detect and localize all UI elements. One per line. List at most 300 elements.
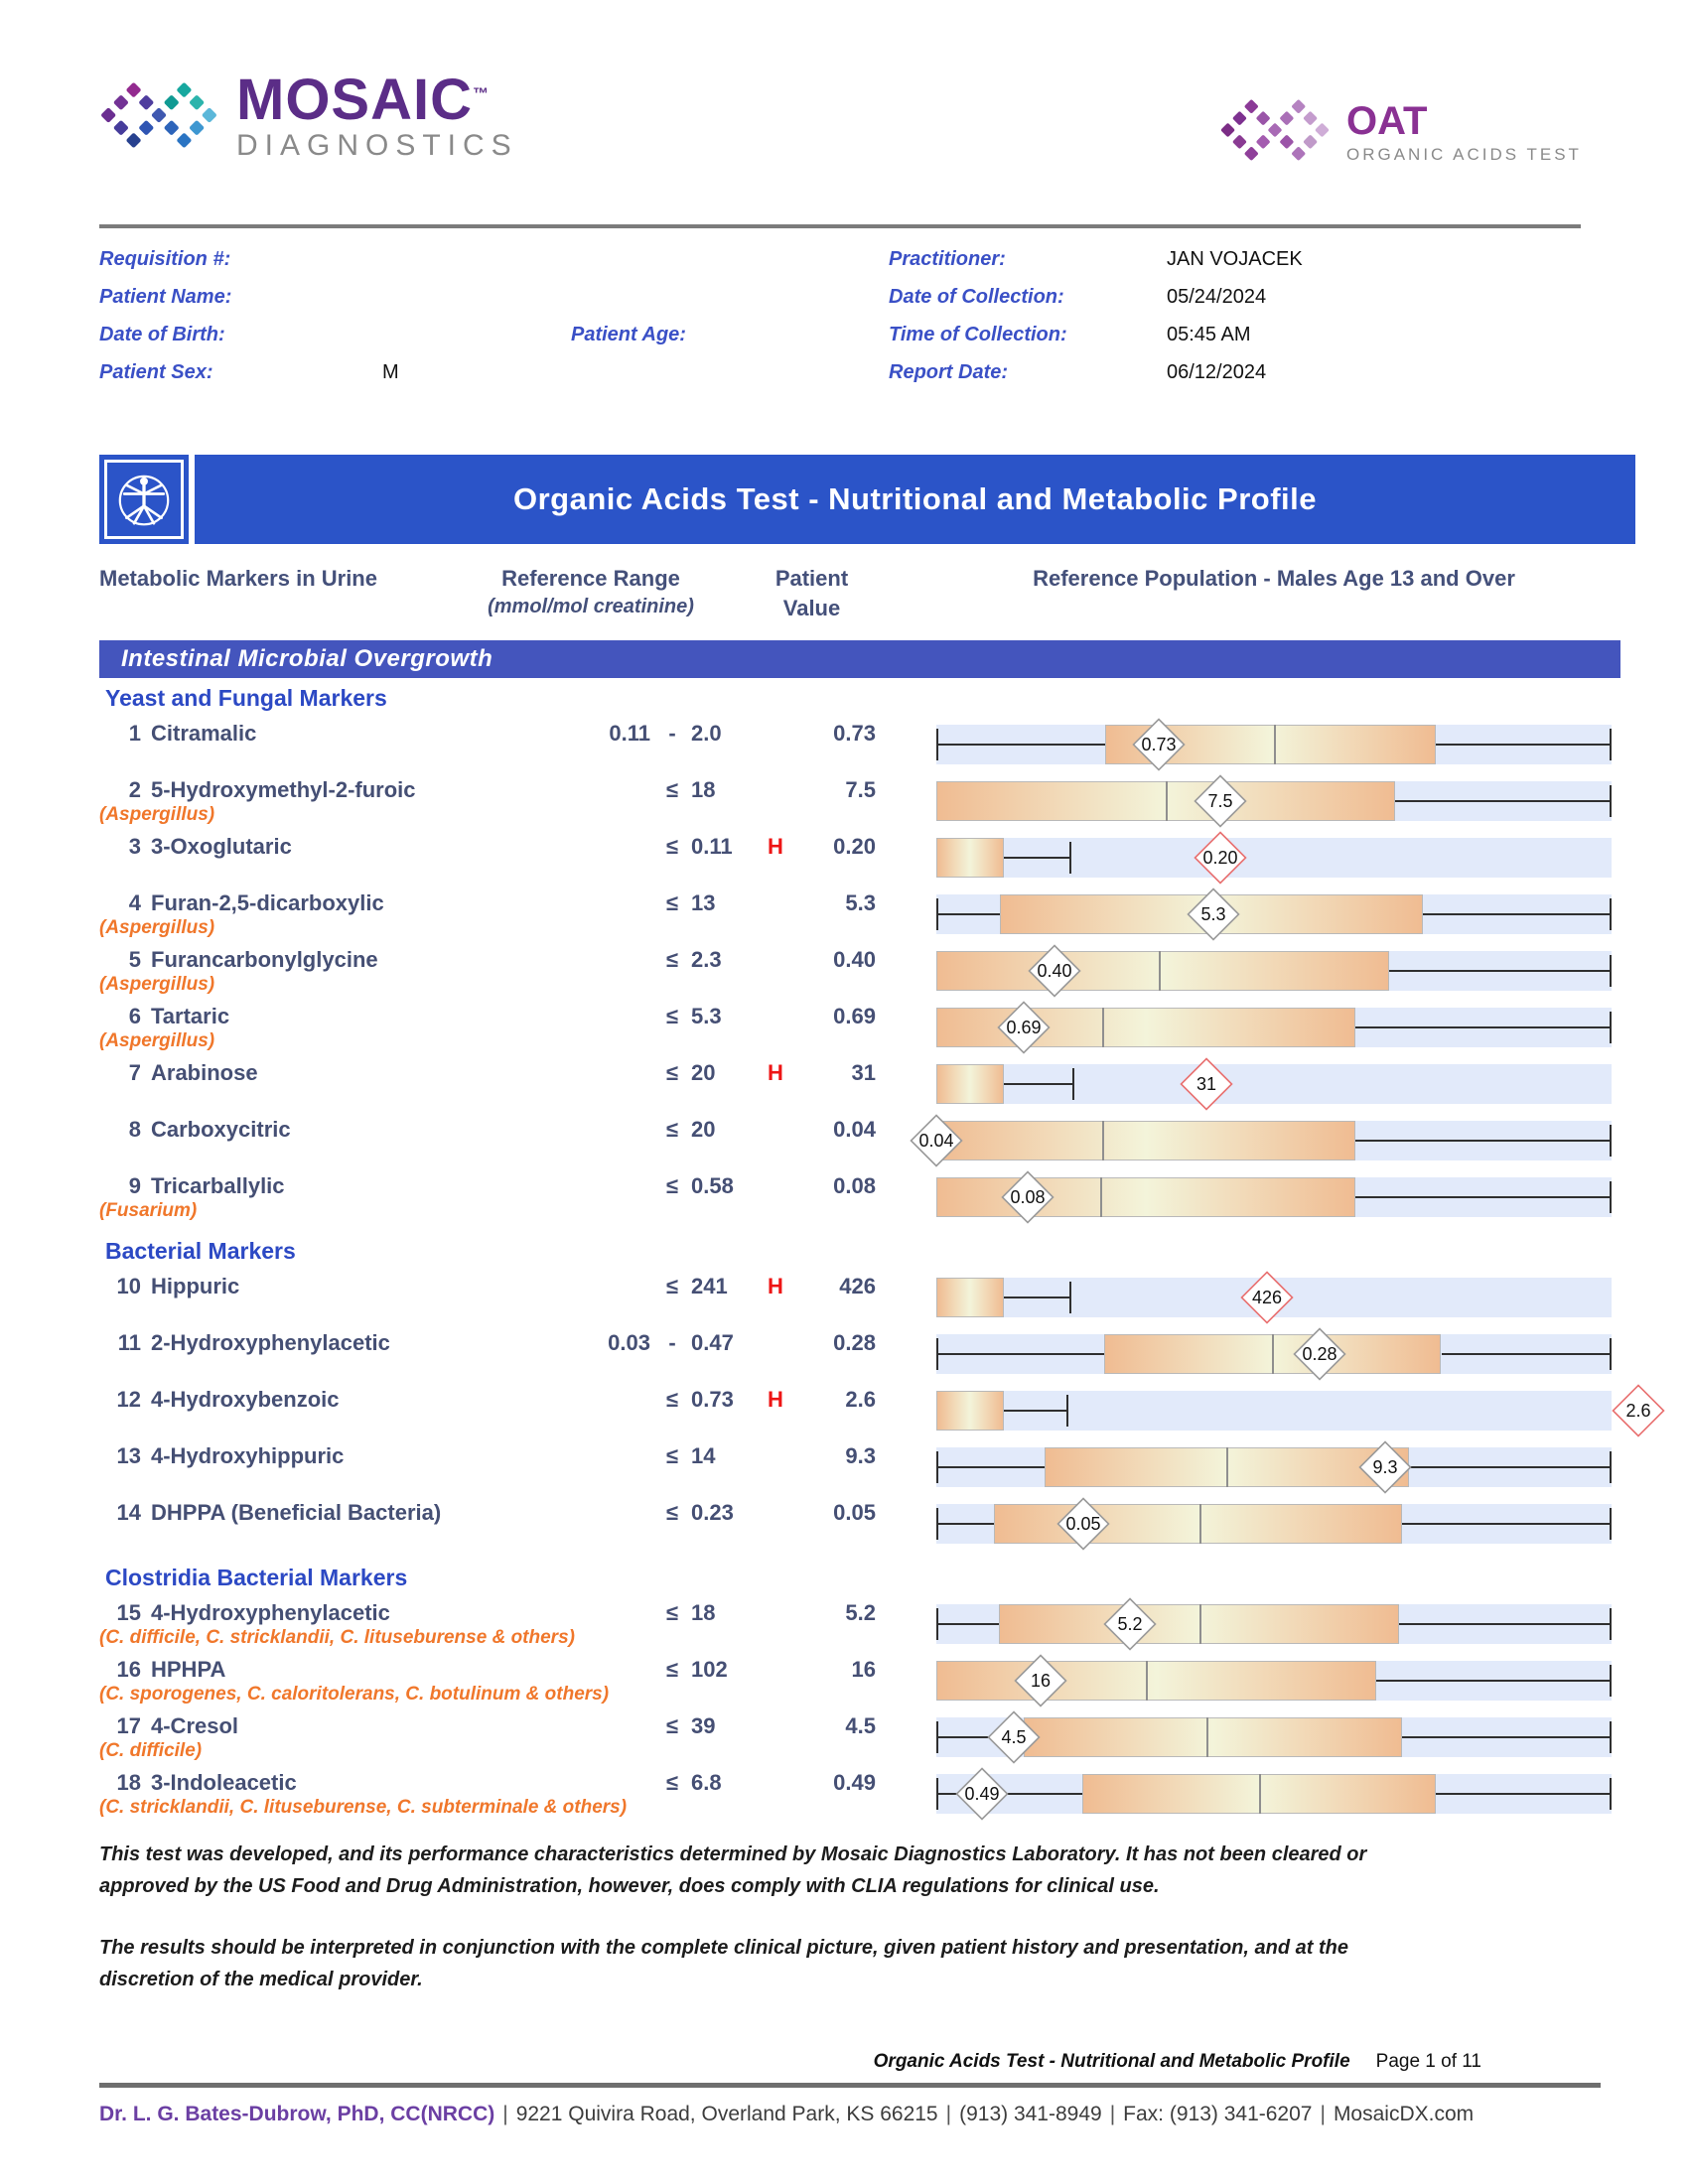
whisker-cap (936, 1608, 938, 1640)
marker-number: 15 (116, 1600, 141, 1625)
marker-group-heading (99, 1238, 1620, 1272)
oat-logo-icon (1219, 97, 1331, 168)
range-operator: ≤ (665, 834, 679, 859)
oat-title: OAT (1346, 98, 1428, 143)
whisker-cap (936, 1338, 938, 1370)
range-high: 6.8 (691, 1770, 722, 1795)
marker-number: 10 (116, 1274, 141, 1298)
patient-value-diamond-label: 0.04 (918, 1130, 954, 1151)
whisker-cap (1610, 1608, 1612, 1640)
marker-number: 7 (128, 1060, 141, 1085)
range-operator: ≤ (665, 1060, 679, 1085)
group-heading-label: Clostridia Bacterial Markers (105, 1565, 408, 1590)
whisker-cap (936, 729, 938, 760)
whisker-cap (1610, 1181, 1612, 1213)
marker-number: 11 (117, 1330, 141, 1355)
oat-subtitle: ORGANIC ACIDS TEST (1346, 144, 1582, 164)
range-high: 13 (691, 890, 716, 915)
dob-label: Date of Birth: (99, 324, 225, 345)
patient-name-label: Patient Name: (99, 286, 232, 308)
marker-row (99, 1711, 1620, 1768)
median-line (1166, 781, 1168, 821)
disclaimer-paragraph-2: The results should be interpreted in conjunction with the complete clinical picture, given patient history and presentation, and at the discretion of the medical provider. (99, 1937, 1348, 1990)
marker-name: Tricarballylic (151, 1173, 285, 1198)
median-line (1159, 951, 1161, 991)
patient-value-diamond (1194, 831, 1247, 885)
patient-value-diamond-label: 426 (1251, 1287, 1283, 1307)
marker-number: 6 (128, 1004, 141, 1028)
marker-name: Citramalic (151, 721, 257, 746)
whisker-line (1409, 1466, 1612, 1468)
whisker-line (1399, 1623, 1612, 1625)
patient-value-diamond (1612, 1384, 1665, 1437)
sex-label: Patient Sex: (99, 361, 213, 383)
whisker-cap (936, 1778, 938, 1810)
patient-value: 16 (851, 1657, 876, 1682)
table-column-headers (0, 562, 1688, 639)
footer-separator: | (502, 2103, 508, 2125)
marker-group-heading (99, 685, 1620, 719)
whisker-line (1436, 744, 1612, 746)
patient-value-diamond (910, 1114, 963, 1167)
median-line (1274, 725, 1276, 764)
report-title: Organic Acids Test - Nutritional and Metabolic Profile (513, 481, 1317, 516)
population-range-box (936, 1177, 1355, 1217)
header-divider (99, 224, 1581, 228)
whisker-cap (1610, 1721, 1612, 1753)
patient-value-diamond (1194, 774, 1247, 828)
footer-separator: | (945, 2103, 952, 2125)
page-number: Page 1 of 11 (1375, 2051, 1481, 2072)
patient-value-diamond (997, 1001, 1051, 1054)
patient-value-diamond (1187, 887, 1240, 941)
whisker-line (1355, 1196, 1612, 1198)
marker-organism-note: (C. difficile, C. stricklandii, C. lituseburense & others) (99, 1627, 575, 1648)
range-operator: ≤ (665, 1500, 679, 1525)
median-line (1226, 1447, 1228, 1487)
col-reference-population: Reference Population - Males Age 13 and Over (1033, 566, 1515, 591)
brand-subtitle: DIAGNOSTICS (236, 129, 518, 162)
marker-name: 5-Hydroxymethyl-2-furoic (151, 777, 416, 802)
reference-population-strip (936, 1504, 1612, 1544)
patient-value-diamond-label: 5.3 (1200, 903, 1226, 924)
marker-row (99, 1171, 1620, 1228)
patient-value: 0.04 (833, 1117, 876, 1142)
reference-population-strip (918, 1121, 1612, 1160)
marker-row (99, 1768, 1620, 1825)
range-high: 102 (691, 1657, 728, 1682)
patient-value: 31 (851, 1060, 876, 1085)
whisker-line (936, 1466, 1045, 1468)
range-high: 2.3 (691, 947, 722, 972)
footer-phone: (913) 341-8949 (959, 2103, 1102, 2125)
patient-value-diamond-label: 0.05 (1065, 1513, 1101, 1534)
marker-number: 9 (128, 1173, 141, 1198)
whisker-line (936, 913, 1000, 915)
requisition-label: Requisition #: (99, 248, 231, 270)
reference-population-strip (936, 1278, 1612, 1317)
marker-row (99, 832, 1620, 888)
marker-number: 4 (128, 890, 141, 915)
patient-value: 5.3 (845, 890, 876, 915)
range-low: 0.11 (609, 721, 650, 746)
marker-group-heading (99, 1565, 1620, 1598)
brand-name: MOSAIC™ (236, 68, 490, 132)
footer-separator: | (1320, 2103, 1326, 2125)
whisker-line (1376, 1680, 1612, 1682)
report-title-bar (195, 455, 1635, 544)
marker-row (99, 1655, 1620, 1711)
range-operator: ≤ (665, 1387, 679, 1412)
marker-organism-note: (Aspergillus) (99, 974, 215, 995)
marker-organism-note: (C. sporogenes, C. caloritolerans, C. botulinum & others) (99, 1684, 610, 1705)
median-line (1199, 1604, 1201, 1644)
marker-organism-note: (Aspergillus) (99, 1030, 215, 1051)
marker-number: 3 (128, 834, 141, 859)
marker-organism-note: (C. stricklandii, C. lituseburense, C. subterminale & others) (99, 1797, 628, 1818)
marker-number: 2 (128, 777, 141, 802)
mosaic-logo-icon (99, 79, 218, 156)
range-operator: ≤ (665, 1713, 679, 1738)
range-operator: - (668, 721, 676, 746)
range-high: 18 (691, 777, 716, 802)
range-operator: ≤ (665, 1274, 679, 1298)
marker-name: HPHPA (151, 1657, 226, 1682)
patient-value-diamond-label: 7.5 (1207, 790, 1233, 811)
patient-info (0, 248, 1688, 399)
marker-row (99, 1328, 1620, 1385)
marker-row (99, 1272, 1620, 1328)
marker-name: 2-Hydroxyphenylacetic (151, 1330, 390, 1355)
high-flag: H (768, 1274, 783, 1298)
population-range-box (936, 1121, 1355, 1160)
marker-name: Tartaric (151, 1004, 230, 1028)
marker-row (99, 1115, 1620, 1171)
marker-number: 17 (116, 1713, 141, 1738)
range-operator: ≤ (665, 890, 679, 915)
range-operator: ≤ (665, 1600, 679, 1625)
practitioner-value: JAN VOJACEK (1167, 248, 1303, 270)
patient-value: 0.05 (833, 1500, 876, 1525)
col-markers: Metabolic Markers in Urine (99, 566, 377, 591)
marker-number: 8 (128, 1117, 141, 1142)
reference-population-strip (936, 1177, 1612, 1217)
median-line (1146, 1661, 1148, 1701)
col-patient: Patient (774, 566, 849, 591)
whisker-line (1004, 1083, 1074, 1085)
patient-value-diamond (1056, 1497, 1110, 1551)
report-date-label: Report Date: (889, 361, 1009, 383)
range-high: 0.47 (691, 1330, 734, 1355)
whisker-line (1355, 1140, 1612, 1142)
marker-row (99, 1385, 1651, 1441)
marker-name: 4-Hydroxyhippuric (151, 1443, 345, 1468)
whisker-cap (1069, 1282, 1071, 1313)
patient-value-diamond (1293, 1327, 1346, 1381)
marker-name: 4-Hydroxybenzoic (151, 1387, 340, 1412)
patient-value: 4.5 (845, 1713, 876, 1738)
reference-population-strip (936, 951, 1612, 991)
collection-time-value: 05:45 AM (1167, 324, 1251, 345)
whisker-cap (936, 1451, 938, 1483)
range-operator: ≤ (665, 1770, 679, 1795)
disclaimer (99, 1839, 1370, 1995)
whisker-line (1004, 1410, 1068, 1412)
reference-population-strip (936, 1391, 1651, 1431)
mosaic-logo (99, 68, 518, 164)
population-range-box (994, 1504, 1402, 1544)
vitruvian-man-icon (99, 455, 189, 544)
patient-value-diamond-label: 0.69 (1006, 1017, 1042, 1037)
patient-value-diamond-label: 0.08 (1010, 1186, 1046, 1207)
marker-row (99, 1441, 1620, 1498)
range-high: 0.23 (691, 1500, 734, 1525)
patient-value: 0.28 (833, 1330, 876, 1355)
whisker-cap (1610, 729, 1612, 760)
population-range-box (936, 1661, 1376, 1701)
reference-population-strip (936, 1008, 1612, 1047)
whisker-cap (936, 898, 938, 930)
patient-value-diamond (1103, 1597, 1157, 1651)
marker-name: Carboxycitric (151, 1117, 291, 1142)
whisker-line (1402, 1523, 1612, 1525)
marker-number: 14 (116, 1500, 141, 1525)
marker-name: Furan-2,5-dicarboxylic (151, 890, 384, 915)
marker-name: 3-Indoleacetic (151, 1770, 297, 1795)
marker-number: 18 (116, 1770, 141, 1795)
population-range-box (1024, 1717, 1402, 1757)
median-line (1102, 1008, 1104, 1047)
col-patient-value: Value (782, 596, 841, 620)
population-range-box (936, 838, 1004, 878)
range-high: 5.3 (691, 1004, 722, 1028)
patient-value-diamond-label: 16 (1030, 1670, 1052, 1691)
marker-row (99, 888, 1620, 945)
patient-value-diamond (1358, 1440, 1412, 1494)
col-reference-range-units: (mmol/mol creatinine) (488, 596, 694, 617)
marker-row (99, 1498, 1620, 1555)
range-operator: ≤ (665, 947, 679, 972)
marker-row (99, 775, 1620, 832)
patient-value-diamond (1132, 718, 1186, 771)
marker-name: DHPPA (Beneficial Bacteria) (151, 1500, 442, 1525)
sex-value: M (382, 361, 399, 383)
whisker-cap (1610, 1451, 1612, 1483)
reference-population-strip (936, 894, 1612, 934)
group-heading-label: Yeast and Fungal Markers (105, 685, 387, 711)
whisker-line (1395, 800, 1612, 802)
marker-name: 4-Cresol (151, 1713, 239, 1738)
range-operator: ≤ (665, 1004, 679, 1028)
population-range-box (936, 951, 1389, 991)
patient-value-diamond-label: 0.49 (964, 1783, 1000, 1804)
whisker-line (1423, 913, 1612, 915)
marker-organism-note: (Aspergillus) (99, 917, 215, 938)
reference-population-strip (936, 781, 1612, 821)
collection-time-label: Time of Collection: (889, 324, 1067, 345)
patient-value-diamond-label: 0.28 (1302, 1343, 1337, 1364)
whisker-line (1436, 1793, 1612, 1795)
high-flag: H (768, 834, 783, 859)
footer-address: 9221 Quivira Road, Overland Park, KS 66215 (515, 2103, 938, 2125)
whisker-line (1004, 1297, 1071, 1298)
range-high: 20 (691, 1060, 716, 1085)
whisker-line (936, 744, 1105, 746)
marker-row (99, 1058, 1620, 1115)
marker-name: Hippuric (151, 1274, 240, 1298)
median-line (1206, 1717, 1208, 1757)
whisker-line (1442, 1353, 1612, 1355)
patient-value-diamond-label: 2.6 (1625, 1400, 1651, 1421)
whisker-cap (1610, 1508, 1612, 1540)
range-operator: ≤ (665, 1443, 679, 1468)
reference-population-strip (936, 1447, 1612, 1487)
whisker-cap (1066, 1395, 1068, 1427)
whisker-line (936, 1353, 1104, 1355)
marker-number: 5 (128, 947, 141, 972)
footer-fax: Fax: (913) 341-6207 (1123, 2103, 1313, 2125)
whisker-line (936, 1523, 994, 1525)
marker-row (99, 1002, 1620, 1058)
marker-organism-note: (Aspergillus) (99, 804, 215, 825)
footer-title-line (99, 2051, 1481, 2073)
patient-value-diamond (1001, 1170, 1055, 1224)
whisker-line (1004, 857, 1071, 859)
high-flag: H (768, 1387, 783, 1412)
range-high: 18 (691, 1600, 716, 1625)
patient-value-diamond-label: 31 (1196, 1073, 1217, 1094)
reference-population-strip (936, 725, 1612, 764)
trademark: ™ (473, 85, 490, 103)
whisker-cap (1072, 1068, 1074, 1100)
section-bar (99, 640, 1620, 678)
patient-value: 5.2 (845, 1600, 876, 1625)
range-high: 0.11 (691, 834, 733, 859)
median-line (1199, 1504, 1201, 1544)
patient-value-diamond-label: 0.20 (1202, 847, 1238, 868)
range-high: 0.58 (691, 1173, 734, 1198)
marker-row (99, 1598, 1620, 1655)
high-flag: H (768, 1060, 783, 1085)
marker-number: 13 (116, 1443, 141, 1468)
reference-population-strip (936, 1604, 1612, 1644)
oat-logo (1219, 97, 1582, 168)
patient-value: 0.40 (833, 947, 876, 972)
whisker-cap (1610, 1338, 1612, 1370)
patient-value-diamond-label: 0.40 (1037, 960, 1072, 981)
whisker-cap (1610, 955, 1612, 987)
whisker-line (936, 1623, 999, 1625)
reference-population-strip (936, 1717, 1612, 1757)
marker-organism-note: (Fusarium) (99, 1200, 198, 1221)
median-line (1102, 1121, 1104, 1160)
marker-number: 16 (116, 1657, 141, 1682)
range-operator: ≤ (665, 1173, 679, 1198)
range-low: 0.03 (608, 1330, 650, 1355)
disclaimer-paragraph-1: This test was developed, and its performance characteristics determined by Mosaic Diagnostics Laboratory. It has not been cleared or approved by the US Food and Drug Administration, however, does comply with CLIA regulations for clinical use. (99, 1843, 1367, 1897)
patient-value-diamond (1240, 1271, 1294, 1324)
patient-value-diamond-label: 5.2 (1117, 1613, 1143, 1634)
whisker-cap (1610, 1012, 1612, 1043)
patient-value-diamond (987, 1710, 1041, 1764)
footer-doc-title: Organic Acids Test - Nutritional and Metabolic Profile (873, 2051, 1350, 2072)
age-label: Patient Age: (571, 324, 686, 345)
population-range-box (936, 1278, 1004, 1317)
whisker-cap (936, 1508, 938, 1540)
median-line (1272, 1334, 1274, 1374)
range-operator: ≤ (665, 1657, 679, 1682)
median-line (1100, 1177, 1102, 1217)
range-high: 20 (691, 1117, 716, 1142)
markers-table (99, 685, 1651, 1825)
practitioner-label: Practitioner: (889, 248, 1006, 270)
patient-value-diamond (955, 1767, 1009, 1821)
whisker-cap (1610, 1778, 1612, 1810)
median-line (1259, 1774, 1261, 1814)
reference-population-strip (936, 838, 1612, 878)
range-high: 0.73 (691, 1387, 734, 1412)
reference-population-strip (936, 1774, 1612, 1814)
range-high: 39 (691, 1713, 716, 1738)
marker-row (99, 719, 1620, 775)
col-reference-range: Reference Range (501, 566, 680, 591)
patient-value-diamond-label: 4.5 (1001, 1726, 1027, 1747)
patient-value-diamond (1014, 1654, 1067, 1707)
reference-population-strip (936, 1064, 1612, 1104)
whisker-cap (1610, 1125, 1612, 1157)
patient-value: 7.5 (845, 777, 876, 802)
marker-name: 4-Hydroxyphenylacetic (151, 1600, 390, 1625)
footer-contact (99, 2103, 1648, 2126)
patient-value-diamond (1028, 944, 1081, 998)
population-range-box (936, 1391, 1004, 1431)
whisker-cap (1610, 1665, 1612, 1697)
whisker-line (1355, 1026, 1612, 1028)
marker-number: 12 (116, 1387, 141, 1412)
group-heading-label: Bacterial Markers (105, 1238, 296, 1264)
marker-organism-note: (C. difficile) (99, 1740, 203, 1761)
range-high: 2.0 (691, 721, 722, 746)
marker-name: 3-Oxoglutaric (151, 834, 292, 859)
patient-value: 0.20 (833, 834, 876, 859)
patient-value: 426 (839, 1274, 876, 1298)
patient-value: 2.6 (845, 1387, 876, 1412)
population-range-box (936, 1064, 1004, 1104)
range-operator: ≤ (665, 1117, 679, 1142)
patient-value: 0.69 (833, 1004, 876, 1028)
footer-doctor: Dr. L. G. Bates-Dubrow, PhD, CC(NRCC) (99, 2103, 495, 2125)
range-high: 14 (691, 1443, 716, 1468)
whisker-line (1389, 970, 1612, 972)
marker-name: Furancarbonylglycine (151, 947, 378, 972)
whisker-cap (936, 1721, 938, 1753)
patient-value-diamond-label: 0.73 (1141, 734, 1177, 754)
whisker-cap (1610, 898, 1612, 930)
range-high: 241 (691, 1274, 728, 1298)
footer-site: MosaicDX.com (1333, 2103, 1475, 2125)
marker-name: Arabinose (151, 1060, 258, 1085)
whisker-cap (1610, 785, 1612, 817)
reference-population-strip (936, 1661, 1612, 1701)
collection-date-value: 05/24/2024 (1167, 286, 1267, 308)
footer-divider (99, 2083, 1601, 2088)
footer-separator: | (1109, 2103, 1116, 2125)
whisker-cap (1069, 842, 1071, 874)
patient-value: 0.49 (833, 1770, 876, 1795)
patient-value: 0.08 (833, 1173, 876, 1198)
reference-population-strip (936, 1334, 1612, 1374)
patient-value: 0.73 (833, 721, 876, 746)
